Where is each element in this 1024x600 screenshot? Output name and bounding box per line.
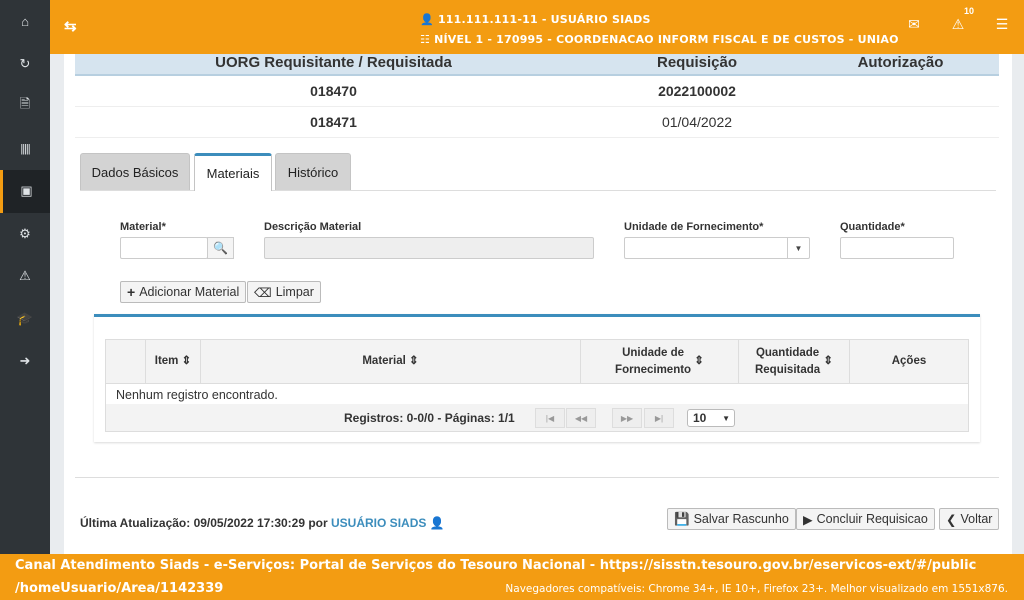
sort-icon: ⇕	[181, 355, 192, 367]
user-icon: 👤	[420, 13, 434, 26]
first-page-button[interactable]: |◀	[535, 408, 565, 428]
grid-col-unidade[interactable]	[581, 340, 739, 383]
alerts-badge: 10	[963, 6, 974, 16]
grid-col-item[interactable]	[146, 340, 201, 383]
tab-bar	[80, 153, 996, 191]
play-icon: ▶	[803, 512, 813, 527]
tab-historico[interactable]: Histórico	[275, 153, 351, 190]
requisicao-date: 01/04/2022	[661, 114, 733, 130]
materials-grid	[105, 339, 969, 406]
home-icon: ⌂	[21, 13, 29, 29]
sort-icon: ⇕	[694, 355, 704, 367]
save-draft-button[interactable]	[667, 508, 796, 530]
sort-icon: ⇕	[409, 355, 419, 367]
sidebar-item-warning[interactable]	[0, 255, 50, 298]
conclude-button[interactable]	[796, 508, 935, 530]
footer-line2[interactable]: /homeUsuario/Area/1142339	[15, 581, 224, 596]
col-material-label: Material	[362, 355, 406, 367]
sidebar-item-home[interactable]	[0, 0, 50, 43]
pager-text: Registros: 0-0/0 - Páginas: 1/1	[344, 411, 515, 425]
grid-col-material[interactable]	[201, 340, 581, 383]
grid-header-row	[106, 340, 968, 383]
graduation-cap-icon: 🎓	[16, 310, 34, 326]
footer-line1[interactable]: Canal Atendimento Siads - e-Serviços: Portal de Serviços do Tesouro Nacional - https://sisstn.tesouro.gov.br/eservicos-ext/#/public	[15, 558, 977, 573]
header-level: NÍVEL 1 - 170995 - COORDENACAO INFORM FISCAL E DE CUSTOS - UNIAO	[434, 33, 899, 46]
tab-dados-basicos[interactable]: Dados Básicos	[80, 153, 190, 190]
material-label: Material*	[120, 221, 166, 233]
table-row	[75, 107, 999, 138]
alerts-icon[interactable]: ⚠ 10	[951, 6, 974, 32]
last-update-label: Última Atualização: 09/05/2022 17:30:29 por	[80, 516, 328, 530]
eraser-icon: ⌫	[254, 285, 272, 300]
last-update-user[interactable]: USUÁRIO SIADS	[331, 516, 427, 530]
top-header	[50, 0, 1024, 54]
document-icon: 🗎	[19, 96, 31, 112]
add-material-label: Adicionar Material	[139, 285, 240, 299]
exchange-icon[interactable]: ⇆	[64, 18, 77, 35]
sidebar-item-refresh[interactable]	[0, 43, 50, 86]
barcode-icon: |||||	[20, 142, 30, 155]
page-size-value: 10	[693, 411, 707, 425]
user-icon: 👤	[429, 516, 445, 530]
sidebar-item-barcode[interactable]	[0, 128, 50, 171]
back-button[interactable]	[939, 508, 999, 530]
quantidade-label: Quantidade*	[840, 221, 905, 233]
requisicao-number: 2022100002	[658, 83, 736, 99]
back-label: Voltar	[960, 512, 993, 526]
material-search-button[interactable]	[207, 237, 234, 259]
add-material-button[interactable]	[120, 281, 246, 303]
sort-icon: ⇕	[823, 355, 834, 367]
warning-icon: ⚠	[19, 268, 31, 284]
search-icon: 🔍	[213, 241, 228, 255]
next-page-button[interactable]: ▶▶	[612, 408, 642, 428]
unidade-label: Unidade de Fornecimento*	[624, 221, 764, 233]
grid-col-quantidade[interactable]	[739, 340, 850, 383]
prev-page-button[interactable]: ◀◀	[566, 408, 596, 428]
sidebar-item-document[interactable]	[0, 85, 50, 128]
sign-in-icon: ➜	[19, 353, 31, 369]
last-page-button[interactable]: ▶|	[644, 408, 674, 428]
quantidade-input[interactable]	[840, 237, 954, 259]
sidebar-item-sign-in[interactable]	[0, 340, 50, 383]
main-content	[64, 54, 1012, 554]
clear-button[interactable]	[247, 281, 321, 303]
col-unidade-label: Unidade de Fornecimento	[615, 346, 692, 376]
menu-icon[interactable]: ☰	[995, 16, 1009, 32]
divider	[75, 477, 999, 478]
grid-col-select	[106, 340, 146, 383]
gears-icon: ⚙	[19, 225, 31, 241]
header-user: 111.111.111-11 - USUÁRIO SIADS	[437, 13, 651, 26]
save-draft-label: Salvar Rascunho	[693, 512, 789, 526]
envelope-icon[interactable]: ✉	[908, 16, 920, 32]
grid-empty-message: Nenhum registro encontrado.	[106, 383, 968, 405]
floppy-icon: 💾	[674, 511, 690, 526]
col-item-label: Item	[154, 355, 179, 367]
header-requisicao: Requisição	[656, 54, 738, 71]
last-update-info	[80, 516, 445, 530]
sidebar-item-archive[interactable]	[0, 170, 50, 213]
col-quantidade-label: Quantidade Requisitada	[754, 346, 821, 376]
descricao-label: Descrição Material	[264, 221, 362, 233]
clear-label: Limpar	[275, 285, 314, 299]
header-autorizacao: Autorização	[857, 54, 944, 71]
header-uorg: UORG Requisitante / Requisitada	[215, 54, 452, 71]
sidebar-item-graduation[interactable]	[0, 298, 50, 341]
materials-result-box	[94, 314, 980, 442]
sidebar-item-gears[interactable]	[0, 213, 50, 256]
refresh-icon: ↻	[19, 55, 31, 71]
plus-icon: +	[127, 284, 136, 300]
grid-pager	[105, 404, 969, 432]
descricao-input	[264, 237, 594, 259]
uorg-requisitada: 018471	[310, 114, 357, 130]
footer-bar	[0, 554, 1024, 600]
chevron-down-icon: ▼	[787, 238, 809, 258]
tab-materiais[interactable]: Materiais	[194, 153, 272, 191]
footer-browsers: Navegadores compatíveis: Chrome 34+, IE 10+, Firefox 23+. Melhor visualizado em 1551x876.	[505, 583, 1008, 595]
grid-col-acoes: Ações	[891, 355, 927, 367]
chevron-left-icon: ❮	[946, 512, 957, 527]
chevron-down-icon: ▼	[722, 413, 730, 423]
material-input[interactable]	[120, 237, 208, 259]
requisition-summary-table	[75, 54, 999, 138]
archive-icon: ▣	[20, 183, 33, 199]
unidade-select[interactable]	[624, 237, 810, 259]
summary-header-row	[75, 54, 999, 76]
sitemap-icon: ☷	[420, 33, 431, 46]
sidebar	[0, 0, 50, 554]
uorg-requisitante: 018470	[310, 83, 357, 99]
conclude-label: Concluir Requisicao	[816, 512, 928, 526]
page-size-select[interactable]	[687, 409, 735, 427]
table-row	[75, 76, 999, 107]
header-user-info	[420, 10, 899, 50]
